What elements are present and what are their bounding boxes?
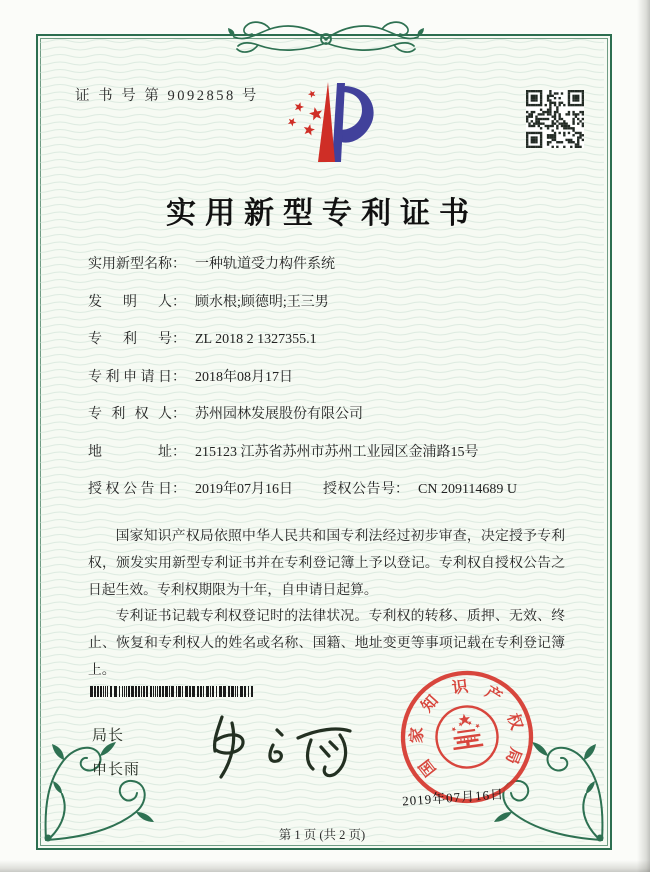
qr-code (526, 90, 584, 148)
handwritten-signature (180, 695, 360, 795)
colon: ： (172, 444, 186, 460)
field-label: 授权公告日 (88, 482, 172, 497)
certificate-number: 证 书 号 第 9092858 号 (75, 88, 259, 104)
field-value: 苏州园林发展股份有限公司 (195, 407, 363, 422)
field-label: 实用新型名称 (88, 257, 172, 272)
field-label: 专利申请日 (88, 369, 172, 385)
field-row-patent-number (88, 333, 568, 348)
field-row-filing-date (88, 371, 568, 386)
logo-p-bowl (340, 86, 374, 143)
colon: ： (172, 369, 186, 385)
svg-text:产: 产 (481, 683, 505, 707)
certificate-title: 实用新型专利证书 (166, 197, 478, 230)
colon: ： (172, 482, 186, 497)
signer-title: 局长 (92, 727, 125, 744)
field-value: 顾水根;顾德明;王三男 (195, 294, 329, 310)
field-label: 发明人 (88, 294, 172, 310)
field-list (88, 258, 568, 498)
logo-stars-icon (288, 90, 322, 135)
field-label: 地址 (88, 444, 172, 460)
field-value: CN 209114689 U (418, 482, 518, 497)
colon: ： (172, 294, 186, 310)
field-label: 专利权人 (88, 407, 172, 422)
svg-text:识: 识 (450, 678, 470, 698)
field-value: 2019年07月16日 (195, 482, 293, 497)
colon: ： (172, 257, 186, 272)
field-label: 专利号 (88, 332, 172, 347)
scan-edge-shadow-right (637, 0, 650, 872)
field-row-patentee (88, 408, 568, 423)
legal-paragraph-1: 国家知识产权局依照中华人民共和国专利法经过初步审查，决定授予专利权，颁发实用新型专利证书并在专利登记簿上予以登记。专利权自授权公告之日起生效。专利权期限为十年，自申请日起算。 (88, 528, 565, 597)
field-row-grant (88, 483, 568, 498)
field-label: 授权公告号 (323, 482, 395, 497)
field-value: 2018年08月17日 (195, 369, 293, 385)
field-row-inventors (88, 296, 568, 311)
seal-date: 2019年07月16日 (401, 786, 505, 809)
cnipa-logo (282, 80, 382, 164)
colon: ： (172, 332, 186, 347)
field-value: 一种轨道受力构件系统 (195, 257, 335, 272)
field-row-name (88, 258, 568, 273)
legal-text (88, 523, 565, 684)
page-number: 第 1 页 (共 2 页) (278, 828, 366, 842)
scan-edge-shadow-bottom (0, 860, 650, 872)
field-value: ZL 2018 2 1327355.1 (195, 332, 317, 347)
svg-text:家: 家 (408, 726, 427, 744)
legal-paragraph-2: 专利证书记载专利权登记时的法律状况。专利权的转移、质押、无效、终止、恢复和专利权人的姓名或名称、国籍、地址变更等事项记载在专利登记簿上。 (88, 608, 565, 677)
signer-name: 申长雨 (92, 761, 141, 778)
field-grant-number (323, 483, 517, 498)
svg-text:知: 知 (418, 692, 442, 716)
colon: ： (172, 407, 186, 422)
svg-text:局: 局 (502, 744, 524, 767)
field-row-address (88, 446, 568, 461)
colon: ： (395, 482, 409, 497)
field-value: 215123 江苏省苏州市苏州工业园区金浦路15号 (195, 444, 479, 460)
top-border-ornament (228, 20, 424, 58)
signer-block (92, 724, 140, 792)
svg-text:国: 国 (416, 755, 440, 780)
svg-text:权: 权 (503, 711, 525, 732)
logo-red-spike (318, 82, 335, 162)
